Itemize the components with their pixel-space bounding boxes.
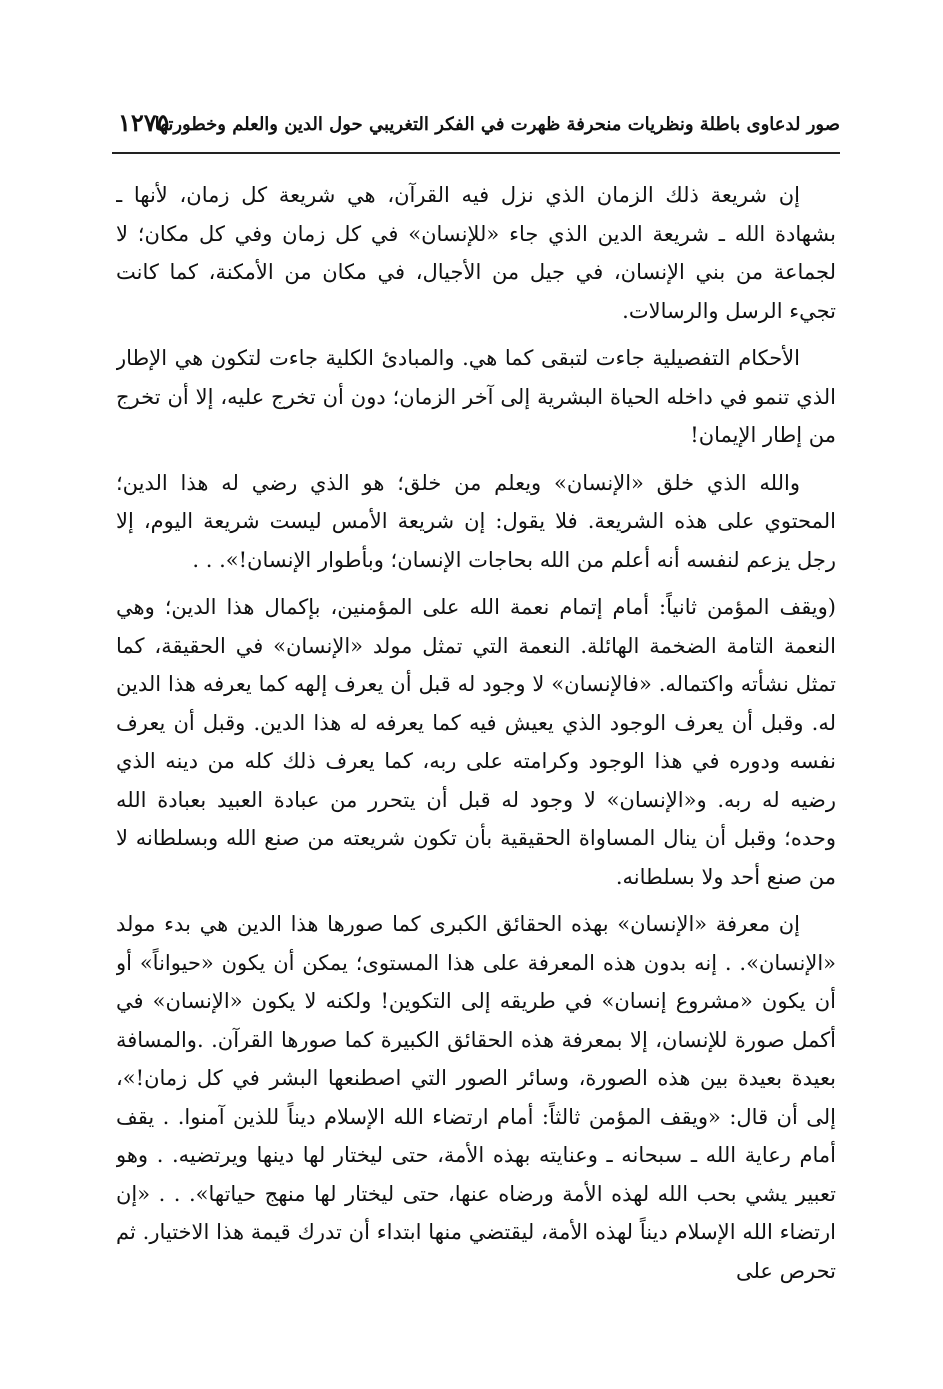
body-text (116, 176, 836, 1356)
paragraph-3: والله الذي خلق «الإنسان» ويعلم من خلق؛ هو الذي رضي له هذا الدين؛ المحتوي على هذه الشريعة. فلا يقول: إن شريعة الأمس ليست شريعة اليوم، إلا رجل يزعم لنفسه أنه أعلم من الله بحاجات الإنسان؛ وبأطوار الإنسان!». . . (116, 470, 836, 572)
page-header (112, 106, 840, 150)
paragraph-4: (ويقف المؤمن ثانياً: أمام إتمام نعمة الله على المؤمنين، بإكمال هذا الدين؛ وهي النعمة التامة الضخمة الهائلة. النعمة التي تمثل مولد «الإنسان» في الحقيقة، كما تمثل نشأته واكتماله. «فالإنسان» لا وجود له قبل أن يعرف إلهه كما يعرفه هذا الدين له. وقبل أن يعرف الوجود الذي يعيش فيه كما يعرفه له هذا الدين. وقبل أن يعرف نفسه ودوره في هذا الوجود وكرامته على ربه، كما يعرف ذلك كله من دينه الذي رضيه له ربه. و«الإنسان» لا وجود له قبل أن يتحرر من عبادة العبيد بعبادة الله وحده؛ وقبل أن ينال المساواة الحقيقية بأن تكون شريعته من صنع الله وبسلطانه لا من صنع أحد ولا بسلطانه. (116, 595, 836, 889)
paragraph-1: إن شريعة ذلك الزمان الذي نزل فيه القرآن، هي شريعة كل زمان، لأنها ـ بشهادة الله ـ شريعة الدين الذي جاء «للإنسان» في كل زمان وفي كل مكان؛ لا لجماعة من بني الإنسان، في جيل من الأجيال، في مكان من الأمكنة، كما كانت تجيء الرسل والرسالات. (116, 183, 836, 323)
paragraph-5: إن معرفة «الإنسان» بهذه الحقائق الكبرى كما صورها هذا الدين هي بدء مولد «الإنسان». . إنه بدون هذه المعرفة على هذا المستوى؛ يمكن أن يكون «حيواناً» أو أن يكون «مشروع إنسان» في طريقه إلى التكوين! ولكنه لا يكون «الإنسان» في أكمل صورة للإنسان، إلا بمعرفة هذه الحقائق الكبيرة كما صورها القرآن. .والمسافة بعيدة بعيدة بين هذه الصورة، وسائر الصور التي اصطنعها البشر في كل زمان!»، إلى أن قال: «ويقف المؤمن ثالثاً: أمام ارتضاء الله الإسلام ديناً للذين آمنوا. . يقف أمام رعاية الله ـ سبحانه ـ وعنايته بهذه الأمة، حتى ليختار لها دينها ويرتضيه. . وهو تعبير يشي بحب الله لهذه الأمة ورضاه عنها، حتى ليختار لها منهج حياتها». . . «إن ارتضاء الله الإسلام ديناً لهذه الأمة، ليقتضي منها ابتداء أن تدرك قيمة هذا الاختيار. ثم تحرص على (116, 912, 836, 1283)
paragraph-2: الأحكام التفصيلية جاءت لتبقى كما هي. والمبادئ الكلية جاءت لتكون هي الإطار الذي تنمو في داخله الحياة البشرية إلى آخر الزمان؛ دون أن تخرج عليه، إلا أن تخرج من إطار الإيمان! (116, 346, 836, 447)
page-number: ١٢٧٥ (118, 108, 170, 137)
header-rule (112, 152, 840, 154)
running-title: صور لدعاوى باطلة ونظريات منحرفة ظهرت في الفكر التغريبي حول الدين والعلم وخطورتها (154, 114, 840, 135)
